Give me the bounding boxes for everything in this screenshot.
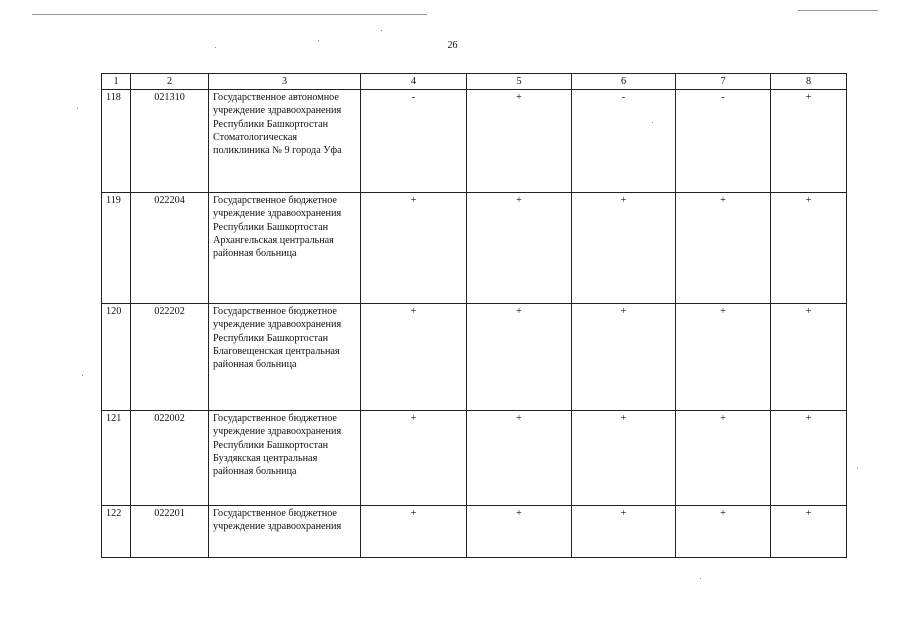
row-mark: + bbox=[361, 193, 467, 304]
table-row bbox=[102, 193, 847, 304]
scan-artifact-line bbox=[798, 10, 878, 11]
row-mark: + bbox=[572, 193, 676, 304]
scan-dot bbox=[82, 375, 83, 376]
scan-artifact-line bbox=[32, 14, 427, 15]
row-mark: + bbox=[572, 304, 676, 411]
row-mark: - bbox=[361, 90, 467, 193]
header-cell: 7 bbox=[676, 74, 771, 90]
scan-dot bbox=[700, 578, 701, 579]
row-mark: + bbox=[467, 193, 572, 304]
row-number: 118 bbox=[102, 90, 131, 193]
row-code: 021310 bbox=[131, 90, 209, 193]
row-mark: + bbox=[771, 90, 847, 193]
scan-dot bbox=[77, 108, 78, 109]
header-cell: 8 bbox=[771, 74, 847, 90]
header-cell: 1 bbox=[102, 74, 131, 90]
table-row bbox=[102, 90, 847, 193]
table-row bbox=[102, 506, 847, 558]
row-mark: + bbox=[361, 304, 467, 411]
row-mark: + bbox=[676, 506, 771, 558]
scan-dot bbox=[857, 468, 858, 469]
row-mark: + bbox=[572, 411, 676, 506]
table-header-row bbox=[102, 74, 847, 90]
row-organization-name: Государственное бюджетное учреждение здравоохранения Республики Башкортостан Благовещенская центральная районная больница bbox=[209, 304, 361, 411]
row-mark: + bbox=[361, 411, 467, 506]
row-mark: + bbox=[676, 193, 771, 304]
row-code: 022202 bbox=[131, 304, 209, 411]
row-code: 022002 bbox=[131, 411, 209, 506]
row-organization-name: Государственное бюджетное учреждение здравоохранения bbox=[209, 506, 361, 558]
scan-dot bbox=[381, 30, 382, 31]
table-row bbox=[102, 411, 847, 506]
row-mark: + bbox=[676, 304, 771, 411]
row-mark: - bbox=[572, 90, 676, 193]
row-number: 122 bbox=[102, 506, 131, 558]
header-cell: 4 bbox=[361, 74, 467, 90]
table-row bbox=[102, 304, 847, 411]
row-mark: + bbox=[572, 506, 676, 558]
row-number: 120 bbox=[102, 304, 131, 411]
row-mark: + bbox=[676, 411, 771, 506]
row-number: 121 bbox=[102, 411, 131, 506]
row-mark: + bbox=[771, 506, 847, 558]
row-mark: + bbox=[771, 193, 847, 304]
row-mark: + bbox=[771, 304, 847, 411]
row-organization-name: Государственное бюджетное учреждение здравоохранения Республики Башкортостан Архангельская центральная районная больница bbox=[209, 193, 361, 304]
row-mark: - bbox=[676, 90, 771, 193]
row-number: 119 bbox=[102, 193, 131, 304]
header-cell: 3 bbox=[209, 74, 361, 90]
header-cell: 2 bbox=[131, 74, 209, 90]
row-organization-name: Государственное автономное учреждение здравоохранения Республики Башкортостан Стоматологическая поликлиника № 9 города Уфа bbox=[209, 90, 361, 193]
row-mark: + bbox=[467, 411, 572, 506]
row-code: 022201 bbox=[131, 506, 209, 558]
row-mark: + bbox=[467, 304, 572, 411]
header-cell: 6 bbox=[572, 74, 676, 90]
row-mark: + bbox=[467, 506, 572, 558]
row-code: 022204 bbox=[131, 193, 209, 304]
row-mark: + bbox=[467, 90, 572, 193]
row-mark: + bbox=[361, 506, 467, 558]
row-mark: + bbox=[771, 411, 847, 506]
header-cell: 5 bbox=[467, 74, 572, 90]
row-organization-name: Государственное бюджетное учреждение здравоохранения Республики Башкортостан Буздякская центральная районная больница bbox=[209, 411, 361, 506]
document-table bbox=[101, 73, 847, 558]
page-number: 26 bbox=[447, 40, 458, 51]
